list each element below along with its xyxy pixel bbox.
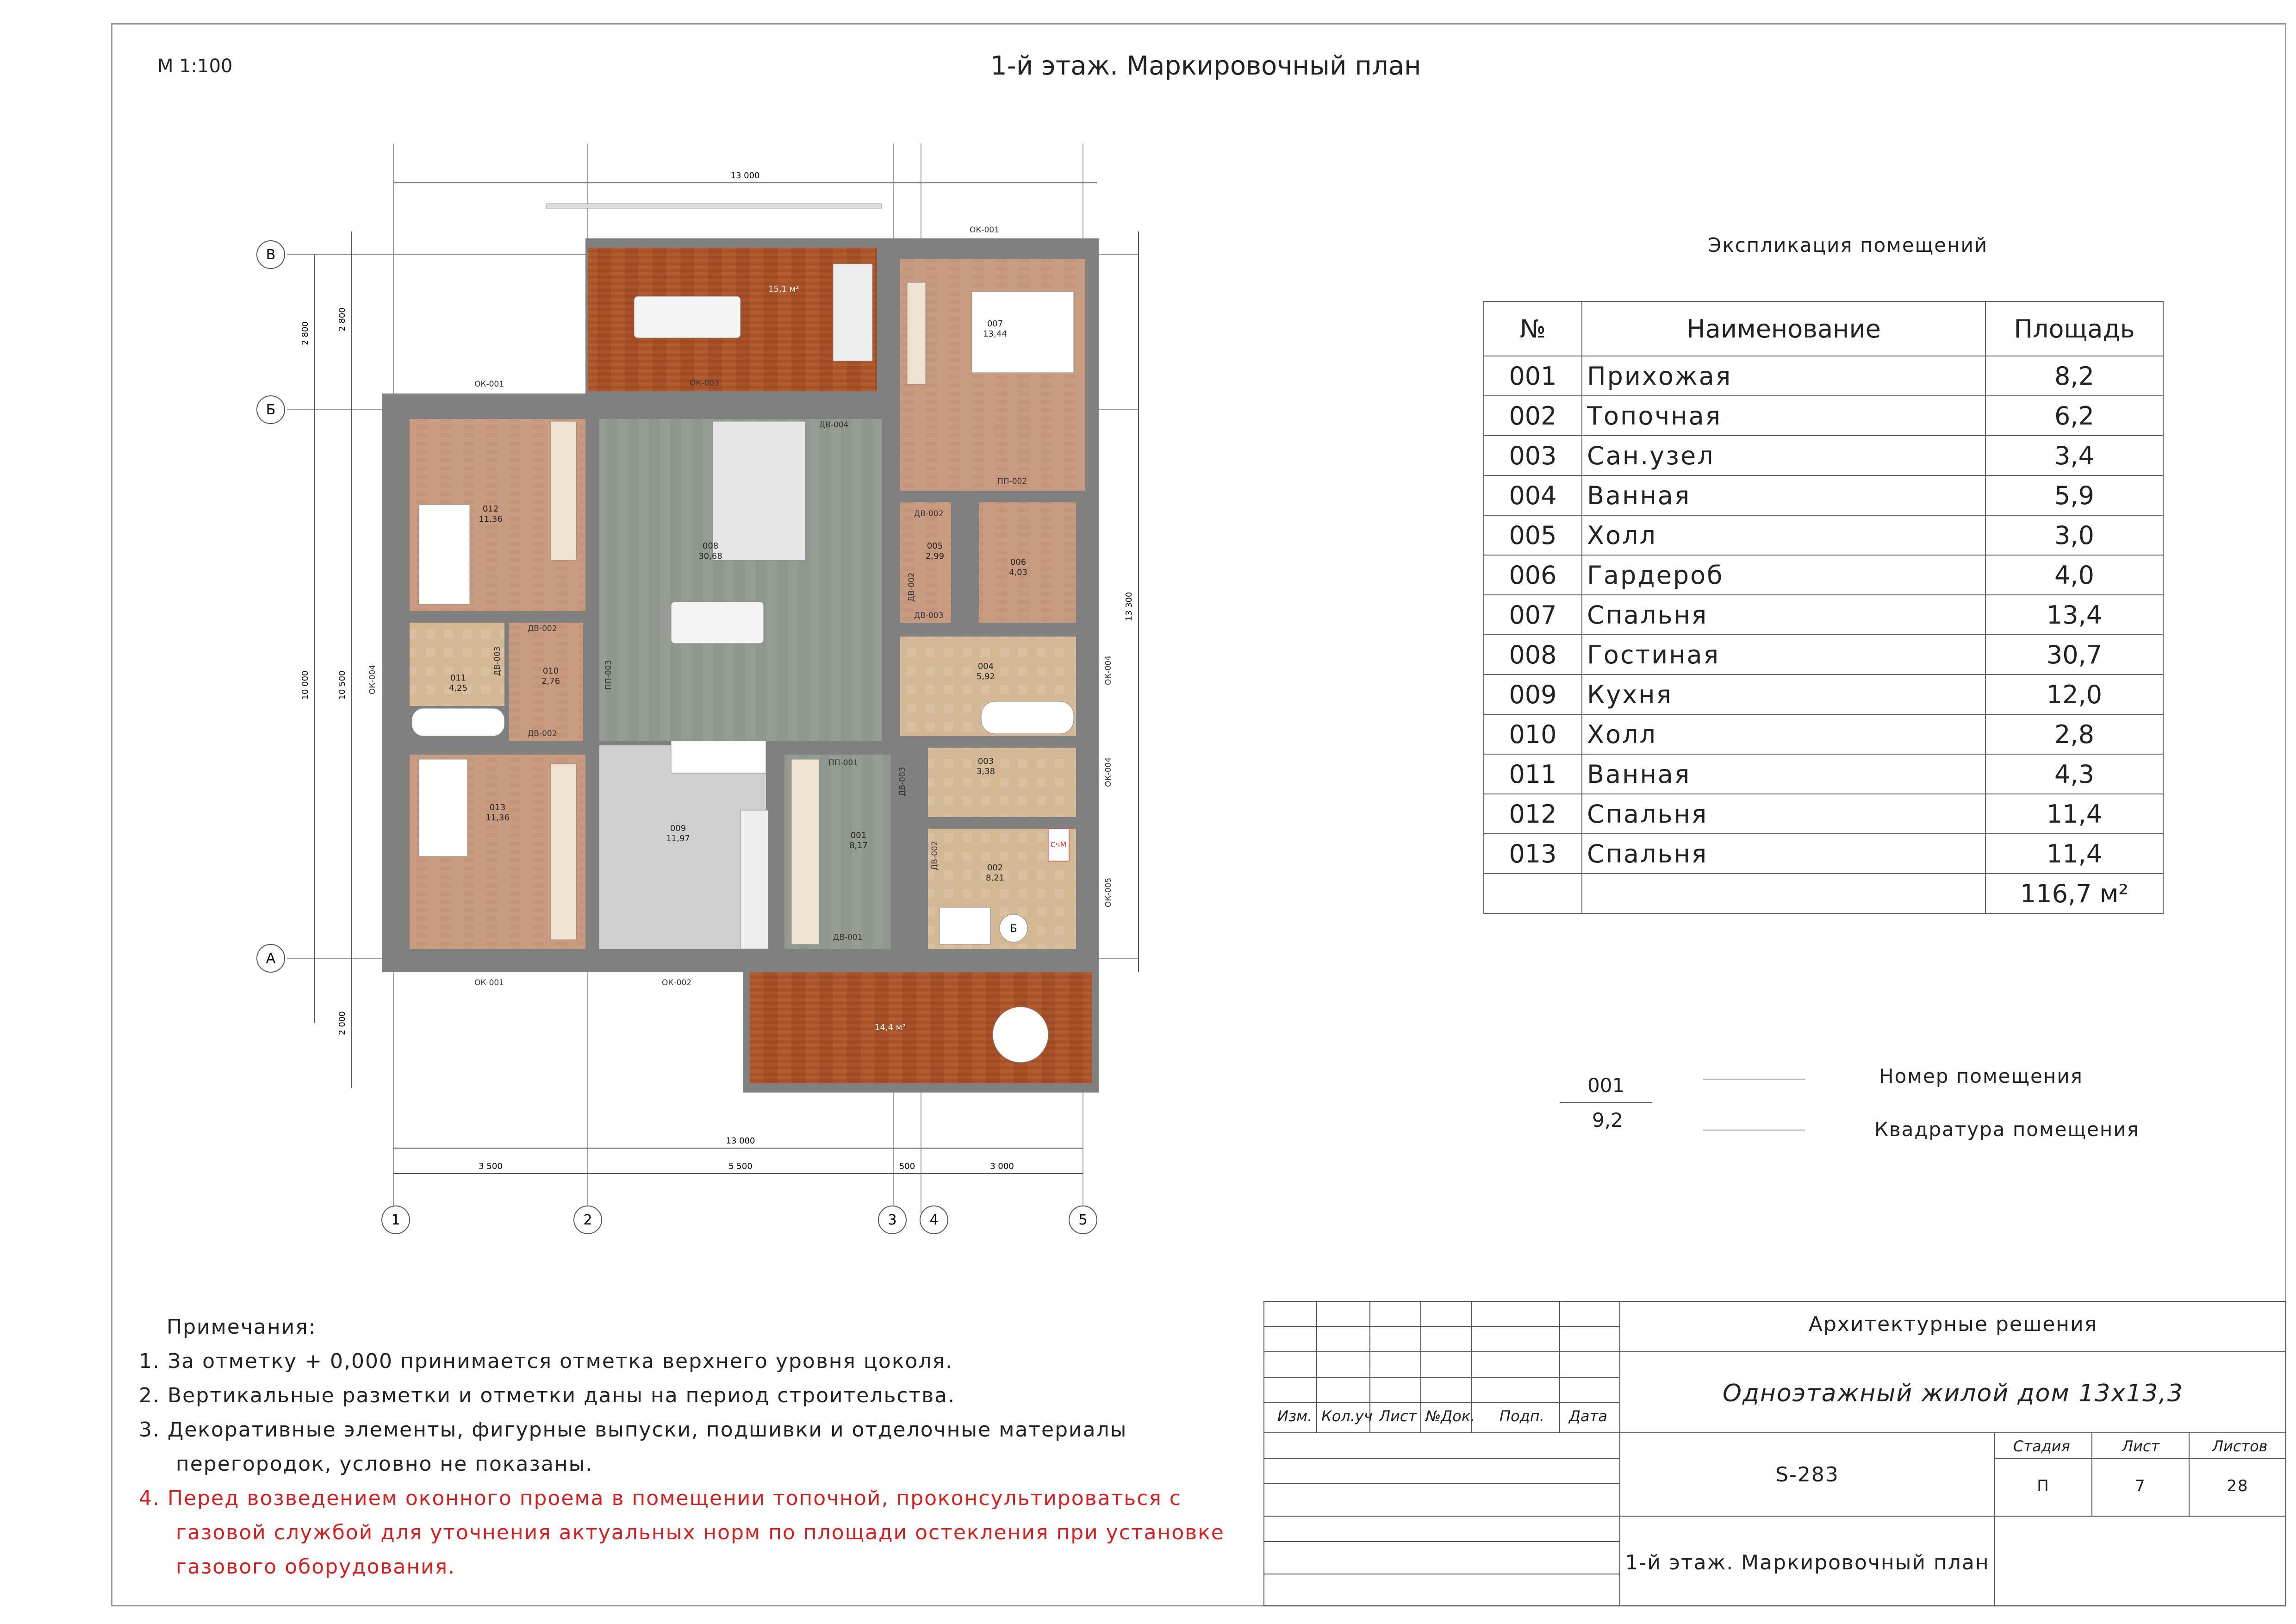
room-006 xyxy=(979,502,1076,623)
bathtub-004 xyxy=(981,701,1074,734)
cell-area: 30,7 xyxy=(1985,635,2163,675)
cell-num: 011 xyxy=(1484,754,1582,794)
total-empty-1 xyxy=(1484,874,1582,913)
room-005-area: 2,99 xyxy=(925,551,945,561)
room-011-area: 4,25 xyxy=(448,683,468,693)
dim-right: 13 300 xyxy=(1124,592,1134,621)
bathtub-011 xyxy=(412,708,504,736)
room-005-num: 005 xyxy=(927,541,943,551)
axis-label-v: В xyxy=(266,247,276,263)
cell-name: Гостиная xyxy=(1582,635,1985,675)
room-005 xyxy=(900,502,951,623)
mark-dv003-b: ДВ-003 xyxy=(493,646,502,676)
stamp-col-koluch: Кол.уч xyxy=(1321,1407,1373,1425)
mark-ok002: ОК-002 xyxy=(662,978,692,987)
axis-label-2: 2 xyxy=(583,1212,592,1228)
room-001-area: 8,17 xyxy=(849,841,868,850)
room-011 xyxy=(410,623,504,706)
room-003-area: 3,38 xyxy=(976,767,996,776)
room-013-num: 013 xyxy=(489,803,506,812)
stamp-sheets: 28 xyxy=(2227,1477,2249,1495)
dim-bottom-0: 3 500 xyxy=(479,1162,503,1171)
cell-num: 002 xyxy=(1484,396,1582,436)
gas-tank-label: Б xyxy=(1010,923,1017,935)
sofa-living xyxy=(713,421,805,560)
room-001-num: 001 xyxy=(850,831,867,840)
axis-label-b: Б xyxy=(266,402,276,418)
table-row xyxy=(1484,794,2163,834)
col-area: Площадь xyxy=(1985,301,2163,356)
wardrobe-001 xyxy=(791,759,819,944)
cell-area: 6,2 xyxy=(1985,396,2163,436)
cell-area: 4,0 xyxy=(1985,555,2163,595)
dim-left-2: 10 500 xyxy=(337,670,347,700)
room-009-area: 11,97 xyxy=(666,834,690,843)
note-3: 3. Декоративные элементы, фигурные выпуски, подшивки и отделочные материалы xyxy=(139,1418,1127,1442)
notes xyxy=(139,1310,1225,1584)
kitchen-island xyxy=(671,741,766,773)
stamp-sheet: 7 xyxy=(2135,1477,2146,1495)
note-4-cont2: газового оборудования. xyxy=(139,1555,456,1579)
wardrobe-013 xyxy=(551,764,576,940)
table-row xyxy=(1484,475,2163,515)
axis-bubbles-bottom xyxy=(382,1206,1097,1234)
mark-pp003: ПП-003 xyxy=(604,660,613,690)
stamp-col-data: Дата xyxy=(1569,1407,1607,1425)
legend-room-area: 9,2 xyxy=(1592,1109,1623,1131)
room-003 xyxy=(928,748,1076,817)
title-block xyxy=(1263,1301,2286,1606)
cell-area: 11,4 xyxy=(1985,794,2163,834)
cell-name: Гардероб xyxy=(1582,555,1985,595)
room-007-area: 13,44 xyxy=(983,329,1007,339)
sofa-top xyxy=(833,264,872,361)
mark-ok003: ОК-003 xyxy=(690,379,720,388)
total-empty-2 xyxy=(1582,874,1985,913)
cell-num: 009 xyxy=(1484,675,1582,714)
kitchen-counter xyxy=(740,810,768,949)
mark-ok004-b: ОК-004 xyxy=(1104,757,1113,787)
stamp-sheets-label: Листов xyxy=(2212,1437,2268,1455)
room-013-area: 11,36 xyxy=(485,813,510,823)
stamp-col-list: Лист xyxy=(1379,1407,1417,1425)
mark-pp002: ПП-002 xyxy=(997,477,1027,486)
cell-area: 3,0 xyxy=(1985,515,2163,555)
terrace-bottom-area: 14,4 м² xyxy=(875,1023,906,1032)
note-2: 2. Вертикальные разметки и отметки даны на период строительства. xyxy=(139,1384,956,1407)
legend-leader-1 xyxy=(1703,1079,1805,1080)
stamp-col-podp: Подп. xyxy=(1500,1407,1544,1425)
mark-dv002-d: ДВ-002 xyxy=(907,572,916,602)
room-003-num: 003 xyxy=(977,756,994,766)
dim-bottom-3: 3 000 xyxy=(990,1162,1014,1171)
room-010-num: 010 xyxy=(542,666,559,676)
bed-012 xyxy=(419,505,470,604)
cell-num: 007 xyxy=(1484,595,1582,635)
table-row xyxy=(1484,436,2163,475)
mark-dv004: ДВ-004 xyxy=(819,420,849,430)
mark-dv002-a: ДВ-002 xyxy=(914,509,944,518)
stamp-stage: П xyxy=(2037,1477,2050,1495)
legend-leader-2 xyxy=(1703,1130,1805,1131)
dim-bottom-1: 5 500 xyxy=(728,1162,753,1171)
cell-area: 11,4 xyxy=(1985,834,2163,874)
total-area: 116,7 м² xyxy=(1985,874,2163,913)
cell-area: 5,9 xyxy=(1985,475,2163,515)
dim-bottom-2: 500 xyxy=(899,1162,915,1171)
mark-dv002-e: ДВ-002 xyxy=(930,841,940,870)
legend-area-label: Квадратура помещения xyxy=(1874,1118,2140,1141)
table-total-row xyxy=(1484,874,2163,913)
dim-left-0: 2 800 xyxy=(300,321,310,345)
room-008-area: 30,68 xyxy=(698,551,722,561)
room-012-num: 012 xyxy=(482,504,499,514)
axis-label-a: А xyxy=(266,950,276,967)
mark-dv002-c: ДВ-002 xyxy=(528,729,557,738)
table-row xyxy=(1484,555,2163,595)
mark-dv002-b: ДВ-002 xyxy=(528,624,557,633)
cell-name: Холл xyxy=(1582,515,1985,555)
room-006-num: 006 xyxy=(1010,557,1027,567)
wardrobe-012 xyxy=(551,421,576,560)
cell-area: 2,8 xyxy=(1985,714,2163,754)
room-009-num: 009 xyxy=(670,824,686,833)
terrace-top-rail xyxy=(546,204,882,208)
terrace-top-area: 15,1 м² xyxy=(768,284,799,294)
cell-num: 001 xyxy=(1484,356,1582,396)
room-008-num: 008 xyxy=(702,541,719,551)
cell-num: 003 xyxy=(1484,436,1582,475)
legend-divider xyxy=(1560,1102,1652,1103)
legend-room-number: 001 xyxy=(1587,1074,1625,1097)
room-011-num: 011 xyxy=(450,673,467,683)
cell-name: Кухня xyxy=(1582,675,1985,714)
table-row xyxy=(1484,356,2163,396)
cell-area: 8,2 xyxy=(1985,356,2163,396)
stamp-project: Одноэтажный жилой дом 13х13,3 xyxy=(1723,1380,2184,1407)
cell-area: 3,4 xyxy=(1985,436,2163,475)
note-3-cont: перегородок, условно не показаны. xyxy=(139,1452,593,1476)
cell-num: 005 xyxy=(1484,515,1582,555)
mark-ok001-top: ОК-001 xyxy=(970,225,1000,235)
axis-label-4: 4 xyxy=(929,1212,939,1228)
mark-ok001-left: ОК-001 xyxy=(474,380,504,389)
mark-dv001: ДВ-001 xyxy=(833,933,863,942)
room-004-area: 5,92 xyxy=(976,672,996,681)
table-row xyxy=(1484,595,2163,635)
room-010-area: 2,76 xyxy=(541,676,560,686)
room-012-area: 11,36 xyxy=(479,514,503,524)
cell-name: Сан.узел xyxy=(1582,436,1985,475)
table-row xyxy=(1484,635,2163,675)
mark-ok004-a: ОК-004 xyxy=(1104,655,1113,685)
table-row xyxy=(1484,675,2163,714)
dining-table-top xyxy=(634,296,740,338)
cell-num: 004 xyxy=(1484,475,1582,515)
cell-num: 012 xyxy=(1484,794,1582,834)
mark-ok004-left: ОК-004 xyxy=(368,664,377,694)
gas-meter-label: СчМ xyxy=(1050,840,1067,849)
mark-dv003-a: ДВ-003 xyxy=(914,611,944,620)
dim-bottom-total: 13 000 xyxy=(726,1136,755,1146)
mark-ok001-bottom: ОК-001 xyxy=(474,978,504,987)
cell-num: 013 xyxy=(1484,834,1582,874)
stamp-code: S-283 xyxy=(1775,1463,1839,1487)
stamp-sheet-title: 1-й этаж. Маркировочный план xyxy=(1625,1551,1990,1574)
table-row xyxy=(1484,754,2163,794)
table-row xyxy=(1484,714,2163,754)
stamp-stage-label: Стадия xyxy=(2013,1437,2070,1455)
axis-label-5: 5 xyxy=(1078,1212,1088,1228)
page-title: 1-й этаж. Маркировочный план xyxy=(990,51,1421,81)
bed-013 xyxy=(419,759,467,856)
stamp-sheet-label: Лист xyxy=(2122,1437,2160,1455)
cell-area: 4,3 xyxy=(1985,754,2163,794)
col-num: № xyxy=(1484,301,1582,356)
room-006-area: 4,03 xyxy=(1008,568,1028,577)
cell-name: Ванная xyxy=(1582,475,1985,515)
table-row xyxy=(1484,515,2163,555)
cell-name: Прихожая xyxy=(1582,356,1985,396)
mark-pp001: ПП-001 xyxy=(828,758,859,768)
cell-num: 008 xyxy=(1484,635,1582,675)
notes-heading: Примечания: xyxy=(167,1315,317,1339)
cell-name: Холл xyxy=(1582,714,1985,754)
dim-left-1: 2 800 xyxy=(337,307,347,331)
explication-header xyxy=(1484,301,2163,356)
note-4-cont: газовой службой для уточнения актуальных норм по площади остекления при установке xyxy=(139,1521,1225,1544)
room-002-area: 8,21 xyxy=(985,873,1005,883)
legend-num-label: Номер помещения xyxy=(1879,1065,2083,1087)
col-name: Наименование xyxy=(1582,301,1985,356)
cell-name: Ванная xyxy=(1582,754,1985,794)
room-007-num: 007 xyxy=(987,319,1003,329)
wardrobe-007 xyxy=(907,282,926,384)
dining-table-living xyxy=(671,602,764,643)
cell-name: Спальня xyxy=(1582,595,1985,635)
mark-ok005: ОК-005 xyxy=(1104,877,1113,907)
explication-title: Экспликация помещений xyxy=(1708,234,1988,256)
stamp-col-ndok: №Док. xyxy=(1425,1407,1475,1425)
stamp-col-izm: Изм. xyxy=(1277,1407,1313,1425)
room-002-num: 002 xyxy=(987,863,1003,873)
dim-left-3: 10 000 xyxy=(300,670,310,700)
cell-name: Спальня xyxy=(1582,834,1985,874)
cell-name: Топочная xyxy=(1582,396,1985,436)
axis-label-1: 1 xyxy=(391,1212,400,1228)
mark-dv003-c: ДВ-003 xyxy=(898,767,907,796)
scale-label: М 1:100 xyxy=(157,56,233,77)
dim-top: 13 000 xyxy=(730,171,760,181)
note-1: 1. За отметку + 0,000 принимается отметка верхнего уровня цоколя. xyxy=(139,1349,953,1373)
round-table xyxy=(993,1007,1048,1062)
floor-plan xyxy=(0,0,1250,1273)
cell-num: 006 xyxy=(1484,555,1582,595)
axis-label-3: 3 xyxy=(888,1212,897,1228)
cell-name: Спальня xyxy=(1582,794,1985,834)
boiler-002 xyxy=(940,907,990,944)
cell-num: 010 xyxy=(1484,714,1582,754)
table-row xyxy=(1484,396,2163,436)
cell-area: 12,0 xyxy=(1985,675,2163,714)
note-4: 4. Перед возведением оконного проема в помещении топочной, проконсультироваться с xyxy=(139,1487,1182,1510)
table-row xyxy=(1484,834,2163,874)
stamp-section: Архитектурные решения xyxy=(1808,1312,2098,1336)
explication-table xyxy=(1483,301,2164,914)
dim-left-4: 2 000 xyxy=(337,1011,347,1035)
room-004-num: 004 xyxy=(977,662,994,671)
cell-area: 13,4 xyxy=(1985,595,2163,635)
